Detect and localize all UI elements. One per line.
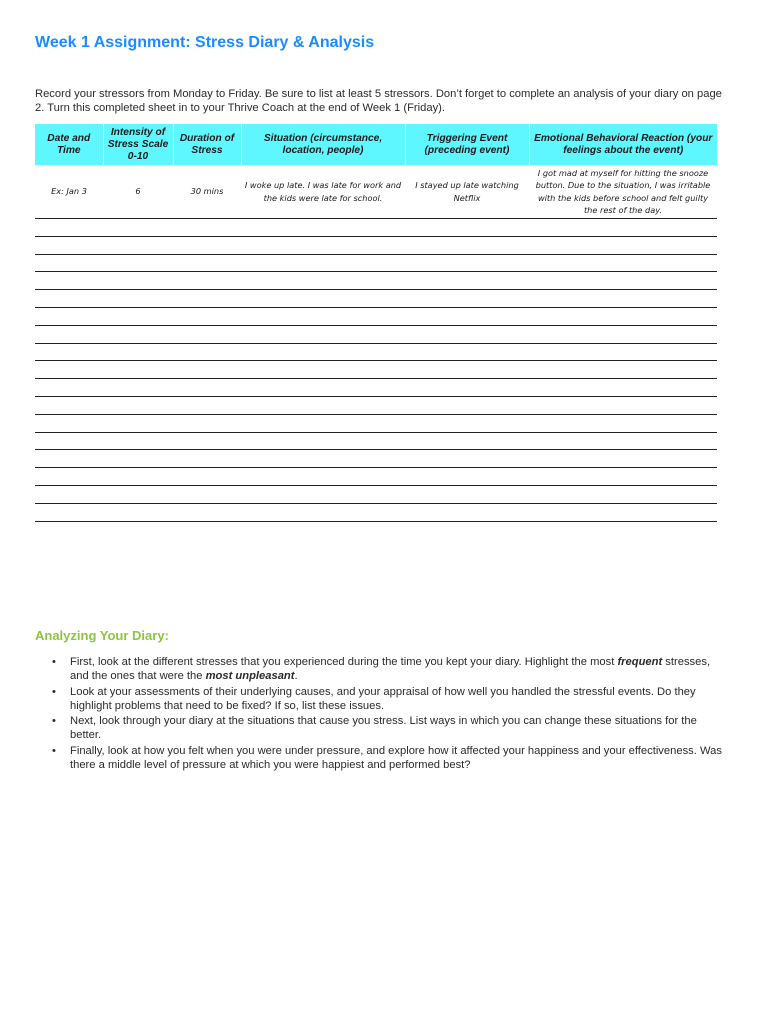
blank-entry-line — [35, 307, 717, 308]
bullet-text: . — [294, 670, 298, 682]
blank-entry-line — [35, 343, 717, 344]
column-header-duration: Duration of Stress — [173, 124, 241, 165]
blank-entry-line — [35, 325, 717, 326]
bullet-glyph: • — [52, 685, 56, 698]
column-header-emotional-reaction: Emotional Behavioral Reaction (your feelings about the event) — [529, 124, 717, 165]
stress-diary-table — [35, 124, 717, 219]
bullet-text: stresses, and the ones that were the — [70, 656, 711, 682]
blank-entry-line — [35, 503, 717, 504]
blank-entry-line — [35, 396, 717, 397]
blank-entry-line — [35, 414, 717, 415]
list-item — [35, 685, 725, 713]
bullet-glyph: • — [52, 744, 56, 757]
blank-entry-line — [35, 485, 717, 486]
column-header-triggering-event: Triggering Event (preceding event) — [405, 124, 529, 165]
blank-entry-line — [35, 467, 717, 468]
example-reaction-cell: I got mad at myself for hitting the snooze button. Due to the situation, I was irritable with the kids before school and felt guilty the rest of the day. — [529, 165, 717, 219]
blank-entry-line — [35, 432, 717, 433]
bullet-glyph: • — [52, 715, 56, 727]
column-header-situation: Situation (circumstance, location, people) — [241, 124, 405, 165]
emphasis-most-unpleasant: most unpleasant — [205, 670, 295, 682]
example-intensity-cell: 6 — [103, 165, 173, 219]
blank-entry-line — [35, 521, 717, 522]
analysis-bullet-list — [35, 655, 725, 773]
emphasis-frequent: frequent — [617, 656, 663, 668]
bullet-text: Finally, look at how you felt when you were under pressure, and explore how it affected your happiness and your effectiveness. Was there a middle level of pressure at which you were happiest and performed best? — [70, 744, 722, 771]
page-title: Week 1 Assignment: Stress Diary & Analysis — [35, 34, 375, 51]
blank-entry-rows — [35, 218, 717, 524]
blank-entry-line — [35, 360, 717, 361]
instructions-paragraph: Record your stressors from Monday to Friday. Be sure to list at least 5 stressors. Don’t forget to complete an analysis of your diary on page 2. Turn this completed sheet in to your Thrive Coach at the end of Week 1 (Friday). — [35, 88, 722, 114]
bullet-text: First, look at the different stresses that you experienced during the time you kept your diary. Highlight the most — [70, 656, 618, 668]
example-situation-cell: I woke up late. I was late for work and the kids were late for school. — [241, 165, 405, 219]
blank-entry-line — [35, 378, 717, 379]
table-header-row — [35, 124, 717, 165]
blank-entry-line — [35, 289, 717, 290]
blank-entry-line — [35, 449, 717, 450]
blank-entry-line — [35, 218, 717, 219]
analysis-heading: Analyzing Your Diary: — [35, 628, 169, 643]
blank-entry-line — [35, 236, 717, 237]
example-trigger-cell: I stayed up late watching Netflix — [405, 165, 529, 219]
bullet-text: Next, look through your diary at the situations that cause you stress. List ways in which you can change these situations for the better. — [70, 715, 697, 741]
list-item — [35, 744, 725, 772]
bullet-text: Look at your assessments of their underlying causes, and your appraisal of how well you handled the stressful events. Do they highlight problems that need to be fixed? If so, list these issues. — [70, 685, 696, 712]
example-date-cell: Ex: Jan 3 — [35, 165, 103, 219]
column-header-intensity: Intensity of Stress Scale 0-10 — [103, 124, 173, 165]
column-header-date-time: Date and Time — [35, 124, 103, 165]
example-duration-cell: 30 mins — [173, 165, 241, 219]
blank-entry-line — [35, 254, 717, 255]
example-row — [35, 165, 717, 219]
list-item — [35, 655, 725, 683]
bullet-glyph: • — [52, 656, 56, 668]
blank-entry-line — [35, 271, 717, 272]
list-item — [35, 714, 725, 742]
